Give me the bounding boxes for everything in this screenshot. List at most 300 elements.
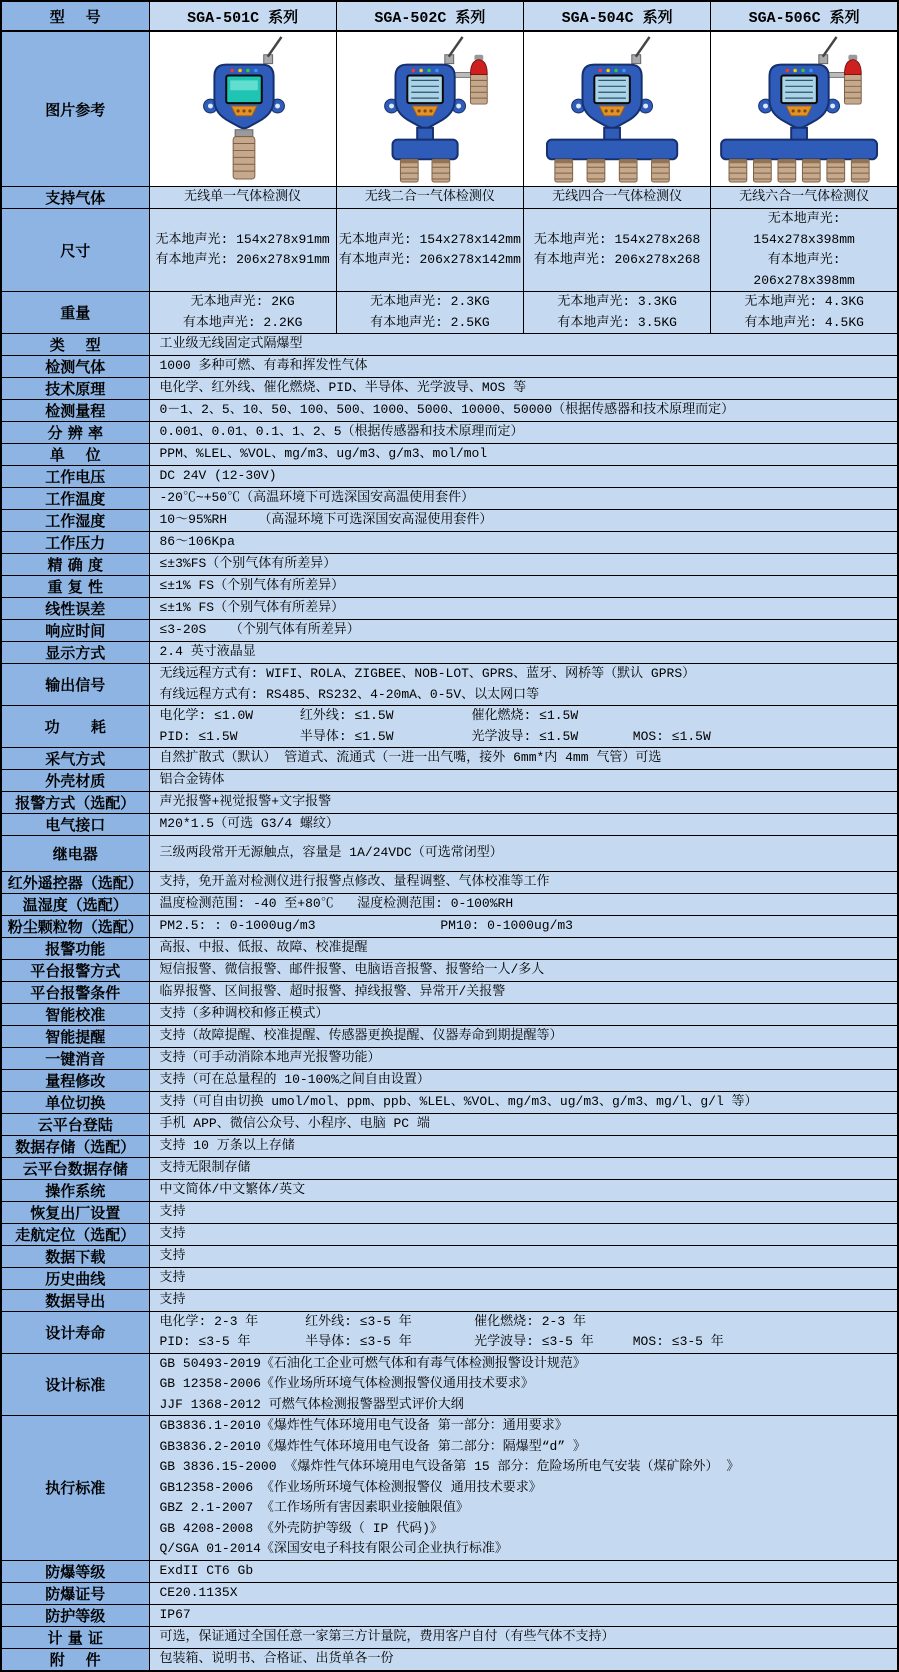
row-label: 恢复出厂设置 <box>1 1201 149 1223</box>
spec-value-cell <box>149 1289 898 1311</box>
row-label: 单位切换 <box>1 1091 149 1113</box>
spec-value-cell <box>149 664 898 706</box>
sga-501c-device <box>149 31 336 187</box>
table-row <box>1 1648 898 1671</box>
value-line: 中文简体/中文繁体/英文 <box>159 1181 306 1197</box>
table-row <box>1 792 898 814</box>
spec-value-cell <box>149 400 898 422</box>
value-line: 有线远程方式有: RS485、RS232、4-20mA、0-5V、以太网口等 <box>159 686 540 702</box>
status-led <box>411 69 415 73</box>
value-line: 工业级无线固定式隔爆型 <box>159 336 303 352</box>
value-line: 支持（可自由切换 umol/mol、ppm、ppb、%LEL、%VOL、mg/m3、ug/m3、g/m3、mg/l、g/l 等） <box>159 1093 758 1109</box>
manifold-bar <box>547 140 677 160</box>
value-line: 有本地声光: 2.2KG <box>182 314 303 330</box>
value-line: ≤±1% FS（个别气体有所差异） <box>159 600 345 616</box>
row-label: 云平台登陆 <box>1 1113 149 1135</box>
row-label: 智能校准 <box>1 1003 149 1025</box>
spec-value-cell <box>149 378 898 400</box>
grid-value-cell <box>149 187 336 209</box>
table-row <box>1 664 898 706</box>
value-line: 支持（可手动消除本地声光报警功能） <box>159 1049 381 1065</box>
spec-value-cell <box>149 871 898 893</box>
value-line: JJF 1368-2012 可燃气体检测报警器型式评价大纲 <box>159 1396 464 1412</box>
value-line: GB3836.2-2010《爆炸性气体环境用电气设备 第二部分：隔爆型“d” 》 <box>159 1438 586 1454</box>
row-label: 数据下载 <box>1 1245 149 1267</box>
row-label: 工作压力 <box>1 532 149 554</box>
table-row <box>1 937 898 959</box>
value-line: 86～106Kpa <box>159 534 235 550</box>
spec-value-cell <box>149 1604 898 1626</box>
row-label: 防爆证号 <box>1 1582 149 1604</box>
spec-value-cell <box>149 576 898 598</box>
value-line: 无本地声光: 154x278x398mm <box>753 211 855 247</box>
spec-value-cell <box>149 1560 898 1582</box>
table-row <box>1 915 898 937</box>
row-label: 检测气体 <box>1 356 149 378</box>
spec-value-cell <box>149 836 898 872</box>
table-row <box>1 444 898 466</box>
row-label: 数据导出 <box>1 1289 149 1311</box>
sga-504c-device <box>524 31 711 187</box>
value-line: 1000 多种可燃、有毒和挥发性气体 <box>159 358 368 374</box>
value-line: 支持 <box>159 1291 186 1307</box>
value-line: 电化学: 2-3 年 红外线: ≤3-5 年 催化燃烧: 2-3 年 <box>159 1313 586 1329</box>
row-label: 支持气体 <box>1 187 149 209</box>
table-row <box>1 1157 898 1179</box>
beacon-dome-icon <box>845 60 862 75</box>
value-line: M20*1.5（可选 G3/4 螺纹） <box>159 816 339 832</box>
row-label: 报警功能 <box>1 937 149 959</box>
value-line: 手机 APP、微信公众号、小程序、电脑 PC 端 <box>159 1115 430 1131</box>
spec-value-cell <box>149 1025 898 1047</box>
value-line: 2.4 英寸液晶显 <box>159 644 256 660</box>
device-image <box>525 35 711 183</box>
spec-value-cell <box>149 554 898 576</box>
table-row <box>1 959 898 981</box>
spec-value-cell <box>149 1135 898 1157</box>
table-row <box>1 1311 898 1353</box>
row-label: 温湿度（选配） <box>1 893 149 915</box>
sensor-cap <box>729 159 747 163</box>
table-row <box>1 1267 898 1289</box>
value-line: PID: ≤1.5W 半导体: ≤1.5W 光学波导: ≤1.5W MOS: ≤1.5W <box>159 728 711 744</box>
value-line: GB 4208-2008 《外壳防护等级（ IP 代码)》 <box>159 1520 443 1536</box>
value-line: GB 50493-2019《石油化工企业可燃气体和有毒气体检测报警设计规范》 <box>159 1355 586 1371</box>
mount-hole <box>763 104 768 109</box>
grid-value-cell <box>336 292 523 334</box>
table-row <box>1 532 898 554</box>
row-label: 防爆等级 <box>1 1560 149 1582</box>
grid-value-cell <box>336 209 523 292</box>
table-row <box>1 1582 898 1604</box>
value-line: GB3836.1-2010《爆炸性气体环境用电气设备 第一部分：通用要求》 <box>159 1418 568 1433</box>
antenna-icon <box>449 37 463 57</box>
row-label: 附 件 <box>1 1648 149 1671</box>
row-label: 粉尘颗粒物（选配） <box>1 915 149 937</box>
grid-value-cell <box>524 187 711 209</box>
status-led <box>238 69 242 73</box>
keypad-button <box>798 109 801 112</box>
table-row <box>1 510 898 532</box>
spec-value-cell <box>149 1353 898 1416</box>
status-led <box>254 69 258 73</box>
table-row <box>1 292 898 334</box>
sensor-cap <box>754 159 772 163</box>
table-row <box>1 981 898 1003</box>
value-line: ≤±3%FS（个别气体有所差异） <box>159 556 337 572</box>
row-label: 线性误差 <box>1 598 149 620</box>
value-line: 无本地声光: 154x278x268 <box>533 231 701 247</box>
grid-value-cell <box>336 187 523 209</box>
row-label: 计 量 证 <box>1 1626 149 1648</box>
table-row <box>1 488 898 510</box>
row-label: 类 型 <box>1 334 149 356</box>
grid-value-cell <box>524 292 711 334</box>
row-label: 平台报警方式 <box>1 959 149 981</box>
spec-value-cell <box>149 1648 898 1671</box>
value-line: 电化学: ≤1.0W 红外线: ≤1.5W 催化燃烧: ≤1.5W <box>159 708 579 723</box>
row-label: 单 位 <box>1 444 149 466</box>
spec-value-cell <box>149 959 898 981</box>
value-line: 0－1、2、5、10、50、100、500、1000、5000、10000、50000（根据传感器和技术原理而定） <box>159 402 735 418</box>
spec-value-cell <box>149 814 898 836</box>
grid-value-cell <box>149 209 336 292</box>
value-line: 支持（多种调校和修正模式） <box>159 1005 329 1021</box>
row-label: 量程修改 <box>1 1069 149 1091</box>
row-label: 分 辨 率 <box>1 422 149 444</box>
value-line: 声光报警+视觉报警+文字报警 <box>159 794 332 810</box>
keypad-button <box>792 109 795 112</box>
spec-value-cell <box>149 620 898 642</box>
spec-value-cell <box>149 1047 898 1069</box>
row-label: 工作电压 <box>1 466 149 488</box>
sensor-cap <box>555 159 573 163</box>
value-line: 0.001、0.01、0.1、1、2、5（根据传感器和技术原理而定） <box>159 424 524 440</box>
row-label: 智能提醒 <box>1 1025 149 1047</box>
table-row <box>1 356 898 378</box>
sga-502c-device <box>336 31 523 187</box>
value-line: 支持 <box>159 1203 186 1219</box>
spec-value-cell <box>149 334 898 356</box>
value-line: 无线二合一气体检测仪 <box>364 189 495 205</box>
value-line: 有本地声光: 3.5KG <box>557 314 677 330</box>
table-row <box>1 1416 898 1561</box>
status-led <box>606 69 610 73</box>
value-line: 无线四合一气体检测仪 <box>552 189 683 205</box>
sga-506c-device <box>711 31 898 187</box>
value-line: 支持 <box>159 1247 186 1263</box>
mount-hole <box>275 104 280 109</box>
row-label: 工作温度 <box>1 488 149 510</box>
keypad-button <box>611 109 614 112</box>
value-line: 无本地声光: 4.3KG <box>744 294 864 309</box>
table-row <box>1 836 898 872</box>
value-line: 短信报警、微信报警、邮件报警、电脑语音报警、报警给一人/多人 <box>159 961 545 977</box>
status-led <box>435 69 439 73</box>
table-row <box>1 1069 898 1091</box>
spec-value-cell <box>149 1416 898 1561</box>
mount-hole <box>207 104 212 109</box>
screen-glow <box>230 80 258 90</box>
row-label: 技术原理 <box>1 378 149 400</box>
value-line: DC 24V (12-30V) <box>159 468 277 484</box>
value-line: 有本地声光: 206x278x268 <box>533 252 701 267</box>
row-label: 报警方式（选配） <box>1 792 149 814</box>
image-row-label: 图片参考 <box>1 31 149 187</box>
value-line: 支持（可在总量程的 10-100%之间自由设置） <box>159 1071 430 1087</box>
grid-value-cell <box>711 209 898 292</box>
table-row <box>1 576 898 598</box>
row-label: 执行标准 <box>1 1416 149 1561</box>
table-row <box>1 598 898 620</box>
table-row <box>1 334 898 356</box>
value-line: 有本地声光: 206x278x398mm <box>753 252 855 288</box>
value-line: 可选，保证通过全国任意一家第三方计量院，费用客户自付（有些气体不支持） <box>159 1628 615 1644</box>
value-line: 有本地声光: 4.5KG <box>744 314 864 330</box>
row-label: 功 耗 <box>1 706 149 748</box>
table-row <box>1 187 898 209</box>
value-line: -20℃~+50℃（高温环境下可选深国安高温使用套件） <box>159 490 475 506</box>
table-row <box>1 706 898 748</box>
table-row <box>1 1113 898 1135</box>
table-row <box>1 1289 898 1311</box>
table-row <box>1 814 898 836</box>
row-label: 设计标准 <box>1 1353 149 1416</box>
table-row <box>1 1201 898 1223</box>
table-row <box>1 400 898 422</box>
table-row <box>1 209 898 292</box>
value-line: 支持 10 万条以上存储 <box>159 1137 295 1153</box>
beacon-dome-icon <box>470 60 487 75</box>
table-row <box>1 378 898 400</box>
table-row <box>1 620 898 642</box>
value-line: 无本地声光: 154x278x142mm <box>338 231 521 247</box>
status-led <box>230 69 234 73</box>
value-line: 无本地声光: 2.3KG <box>370 294 490 309</box>
table-row <box>1 1353 898 1416</box>
antenna-icon <box>636 37 650 57</box>
row-label: 走航定位（选配） <box>1 1223 149 1245</box>
row-label: 输出信号 <box>1 664 149 706</box>
value-line: 支持（故障提醒、校准提醒、传感器更换提醒、仪器寿命到期提醒等） <box>159 1027 563 1043</box>
spec-value-cell <box>149 981 898 1003</box>
table-row <box>1 748 898 770</box>
sensor-cap <box>778 159 796 163</box>
row-label: 电气接口 <box>1 814 149 836</box>
value-line: IP67 <box>159 1606 191 1622</box>
row-label: 设计寿命 <box>1 1311 149 1353</box>
device-image <box>151 35 337 183</box>
value-line: 三级两段常开无源触点，容量是 1A/24VDC（可选常闭型） <box>159 845 503 860</box>
table-row <box>1 466 898 488</box>
value-line: 自然扩散式（默认） 管道式、流通式（一进一出气嘴，接外 6mm*内 4mm 气管）可选 <box>159 750 662 766</box>
row-label: 工作湿度 <box>1 510 149 532</box>
spec-value-cell <box>149 1245 898 1267</box>
value-line: GB 3836.15-2000 《爆炸性气体环境用电气设备第 15 部分：危险场所电气安装（煤矿除外） 》 <box>159 1459 740 1474</box>
spec-value-cell <box>149 510 898 532</box>
row-label: 响应时间 <box>1 620 149 642</box>
table-row <box>1 871 898 893</box>
device-image <box>338 35 524 183</box>
table-row <box>1 1626 898 1648</box>
keypad-button <box>242 109 245 112</box>
row-label: 平台报警条件 <box>1 981 149 1003</box>
grid-value-cell <box>524 209 711 292</box>
spec-value-cell <box>149 598 898 620</box>
spec-value-cell <box>149 642 898 664</box>
value-line: GB 12358-2006《作业场所环境气体检测报警仪通用技术要求》 <box>159 1376 534 1391</box>
spec-value-cell <box>149 706 898 748</box>
spec-value-cell <box>149 532 898 554</box>
value-line: GB12358-2006 《作业场所环境气体检测报警仪 通用技术要求》 <box>159 1479 542 1495</box>
table-row <box>1 1003 898 1025</box>
sensor-cap <box>852 159 870 163</box>
spec-value-cell <box>149 937 898 959</box>
mount-hole <box>576 104 581 109</box>
value-line: 温度检测范围: -40 至+80℃ 湿度检测范围: 0-100%RH <box>159 895 514 911</box>
mount-hole <box>456 104 461 109</box>
status-led <box>786 69 790 73</box>
table-row <box>1 1047 898 1069</box>
spec-value-cell <box>149 1582 898 1604</box>
keypad-button <box>417 109 420 112</box>
value-line: 无线六合一气体检测仪 <box>739 189 870 205</box>
value-line: ≤±1% FS（个别气体有所差异） <box>159 578 345 594</box>
antenna-icon <box>823 37 837 57</box>
table-row <box>1 1245 898 1267</box>
value-line: 无线远程方式有: WIFI、ROLA、ZIGBEE、NOB-LOT、GPRS、蓝牙、网桥等（默认 GPRS） <box>159 666 696 681</box>
value-line: 无本地声光: 154x278x91mm <box>155 231 330 247</box>
keypad-button <box>423 109 426 112</box>
spec-value-cell <box>149 1311 898 1353</box>
sensor-cap <box>827 159 845 163</box>
table-row <box>1 1604 898 1626</box>
keypad-button <box>429 109 432 112</box>
value-line: 无本地声光: 2KG <box>190 294 295 309</box>
status-led <box>802 69 806 73</box>
table-row <box>1 1560 898 1582</box>
spec-value-cell <box>149 915 898 937</box>
value-line: Q/SGA 01-2014《深国安电子科技有限公司企业执行标准》 <box>159 1541 508 1556</box>
beacon-body <box>845 74 862 104</box>
sensor-cap <box>432 159 450 163</box>
value-line: 铝合金铸体 <box>159 772 225 788</box>
image-row <box>1 31 898 187</box>
spec-value-cell <box>149 488 898 510</box>
grid-value-cell <box>711 292 898 334</box>
spec-value-cell <box>149 356 898 378</box>
row-label: 外壳材质 <box>1 770 149 792</box>
value-line: 包装箱、说明书、合格证、出货单各一份 <box>159 1650 394 1666</box>
table-row <box>1 1091 898 1113</box>
model-name-cell: SGA-502C 系列 <box>336 1 523 31</box>
spec-value-cell <box>149 1069 898 1091</box>
value-line: 支持无限制存储 <box>159 1159 251 1175</box>
table-row <box>1 1179 898 1201</box>
value-line: ExdII CT6 Gb <box>159 1562 254 1578</box>
spec-value-cell <box>149 422 898 444</box>
table-row <box>1 1135 898 1157</box>
value-line: 支持 <box>159 1269 186 1285</box>
status-led <box>614 69 618 73</box>
value-line: 高报、中报、低报、故障、校准提醒 <box>159 939 368 955</box>
value-line: 有本地声光: 2.5KG <box>370 314 490 330</box>
value-line: CE20.1135X <box>159 1584 238 1600</box>
table-row <box>1 1223 898 1245</box>
spec-value-cell <box>149 1003 898 1025</box>
spec-value-cell <box>149 1267 898 1289</box>
value-line: 支持，免开盖对检测仪进行报警点修改、量程调整、气体校准等工作 <box>159 873 550 889</box>
model-name-cell: SGA-504C 系列 <box>524 1 711 31</box>
spec-value-cell <box>149 893 898 915</box>
row-label: 历史曲线 <box>1 1267 149 1289</box>
spec-value-cell <box>149 792 898 814</box>
beacon-body <box>470 74 487 104</box>
table-row <box>1 422 898 444</box>
device-image <box>712 35 898 183</box>
model-name-cell: SGA-506C 系列 <box>711 1 898 31</box>
table-row <box>1 1025 898 1047</box>
sensor-cap <box>235 130 253 137</box>
value-line: 支持 <box>159 1225 186 1241</box>
status-led <box>809 69 813 73</box>
keypad-button <box>804 109 807 112</box>
value-line: 无本地声光: 3.3KG <box>557 294 677 309</box>
value-line: 临界报警、区间报警、超时报警、掉线报警、异常开/关报警 <box>159 983 506 999</box>
status-led <box>622 69 626 73</box>
keypad-button <box>236 109 239 112</box>
device-screen <box>594 75 630 103</box>
sensor-cap <box>803 159 821 163</box>
spec-value-cell <box>149 748 898 770</box>
spec-value-cell <box>149 444 898 466</box>
sensor-cap <box>619 159 637 163</box>
table-row <box>1 642 898 664</box>
spec-value-cell <box>149 1157 898 1179</box>
value-line: 10～95%RH （高湿环境下可选深国安高湿使用套件） <box>159 512 493 528</box>
grid-value-cell <box>711 187 898 209</box>
row-label: 防护等级 <box>1 1604 149 1626</box>
manifold-bar <box>721 140 877 160</box>
row-label: 红外遥控器（选配） <box>1 871 149 893</box>
mount-hole <box>830 104 835 109</box>
sensor-cap <box>400 159 418 163</box>
spec-value-cell <box>149 1626 898 1648</box>
value-line: PM2.5: : 0-1000ug/m3 PM10: 0-1000ug/m3 <box>159 917 573 933</box>
spec-value-cell <box>149 1091 898 1113</box>
keypad-button <box>248 109 251 112</box>
row-label: 继电器 <box>1 836 149 872</box>
value-line: ≤3-20S （个别气体有所差异） <box>159 622 360 638</box>
value-line: 电化学、红外线、催化燃烧、PID、半导体、光学波导、MOS 等 <box>159 380 527 396</box>
row-label: 云平台数据存储 <box>1 1157 149 1179</box>
device-screen <box>407 75 443 103</box>
row-label: 检测量程 <box>1 400 149 422</box>
model-header-label: 型 号 <box>1 1 149 31</box>
value-line: PID: ≤3-5 年 半导体: ≤3-5 年 光学波导: ≤3-5 年 MOS: ≤3-5 年 <box>159 1334 724 1349</box>
table-row <box>1 554 898 576</box>
header-row <box>1 1 898 31</box>
spec-value-cell <box>149 1113 898 1135</box>
row-label: 一键消音 <box>1 1047 149 1069</box>
spec-value-cell <box>149 770 898 792</box>
spec-table-body <box>1 1 898 1671</box>
value-line: 有本地声光: 206x278x142mm <box>338 252 521 267</box>
sensor-cap <box>587 159 605 163</box>
grid-value-cell <box>149 292 336 334</box>
status-led <box>427 69 431 73</box>
device-screen <box>782 75 818 103</box>
